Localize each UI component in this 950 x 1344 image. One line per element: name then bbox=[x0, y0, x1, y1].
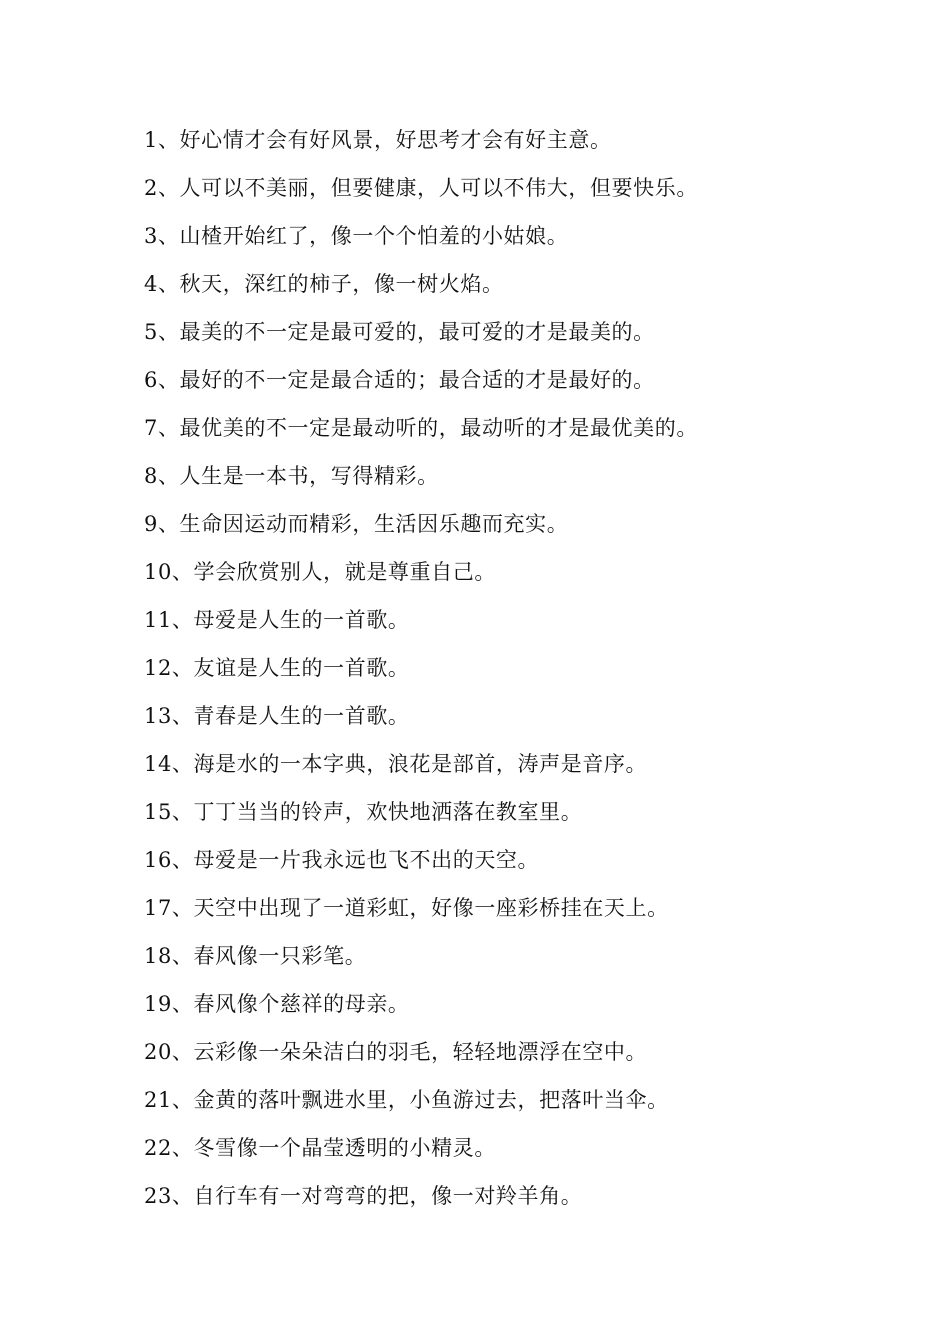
sentence-line-20: 20、云彩像一朵朵洁白的羽毛，轻轻地漂浮在空中。 bbox=[144, 1040, 648, 1064]
sentence-line-4: 4、秋天，深红的柿子，像一树火焰。 bbox=[144, 272, 504, 296]
sentence-line-21: 21、金黄的落叶飘进水里，小鱼游过去，把落叶当伞。 bbox=[144, 1088, 669, 1112]
sentence-line-7: 7、最优美的不一定是最动听的，最动听的才是最优美的。 bbox=[144, 416, 698, 440]
sentence-line-11: 11、母爱是人生的一首歌。 bbox=[144, 608, 410, 632]
sentence-line-3: 3、山楂开始红了，像一个个怕羞的小姑娘。 bbox=[144, 224, 569, 248]
sentence-list bbox=[144, 120, 698, 1224]
sentence-line-5: 5、最美的不一定是最可爱的，最可爱的才是最美的。 bbox=[144, 320, 655, 344]
sentence-line-1: 1、好心情才会有好风景，好思考才会有好主意。 bbox=[144, 128, 612, 152]
sentence-line-13: 13、青春是人生的一首歌。 bbox=[144, 704, 410, 728]
sentence-line-23: 23、自行车有一对弯弯的把，像一对羚羊角。 bbox=[144, 1184, 583, 1208]
sentence-line-15: 15、丁丁当当的铃声，欢快地洒落在教室里。 bbox=[144, 800, 583, 824]
sentence-line-12: 12、友谊是人生的一首歌。 bbox=[144, 656, 410, 680]
sentence-line-16: 16、母爱是一片我永远也飞不出的天空。 bbox=[144, 848, 540, 872]
sentence-line-14: 14、海是水的一本字典，浪花是部首，涛声是音序。 bbox=[144, 752, 648, 776]
sentence-line-9: 9、生命因运动而精彩，生活因乐趣而充实。 bbox=[144, 512, 569, 536]
sentence-line-10: 10、学会欣赏别人，就是尊重自己。 bbox=[144, 560, 496, 584]
sentence-line-18: 18、春风像一只彩笔。 bbox=[144, 944, 367, 968]
sentence-line-22: 22、冬雪像一个晶莹透明的小精灵。 bbox=[144, 1136, 496, 1160]
sentence-line-2: 2、人可以不美丽，但要健康，人可以不伟大，但要快乐。 bbox=[144, 176, 698, 200]
sentence-line-6: 6、最好的不一定是最合适的；最合适的才是最好的。 bbox=[144, 368, 655, 392]
sentence-line-17: 17、天空中出现了一道彩虹，好像一座彩桥挂在天上。 bbox=[144, 896, 669, 920]
sentence-line-8: 8、人生是一本书，写得精彩。 bbox=[144, 464, 439, 488]
sentence-line-19: 19、春风像个慈祥的母亲。 bbox=[144, 992, 410, 1016]
